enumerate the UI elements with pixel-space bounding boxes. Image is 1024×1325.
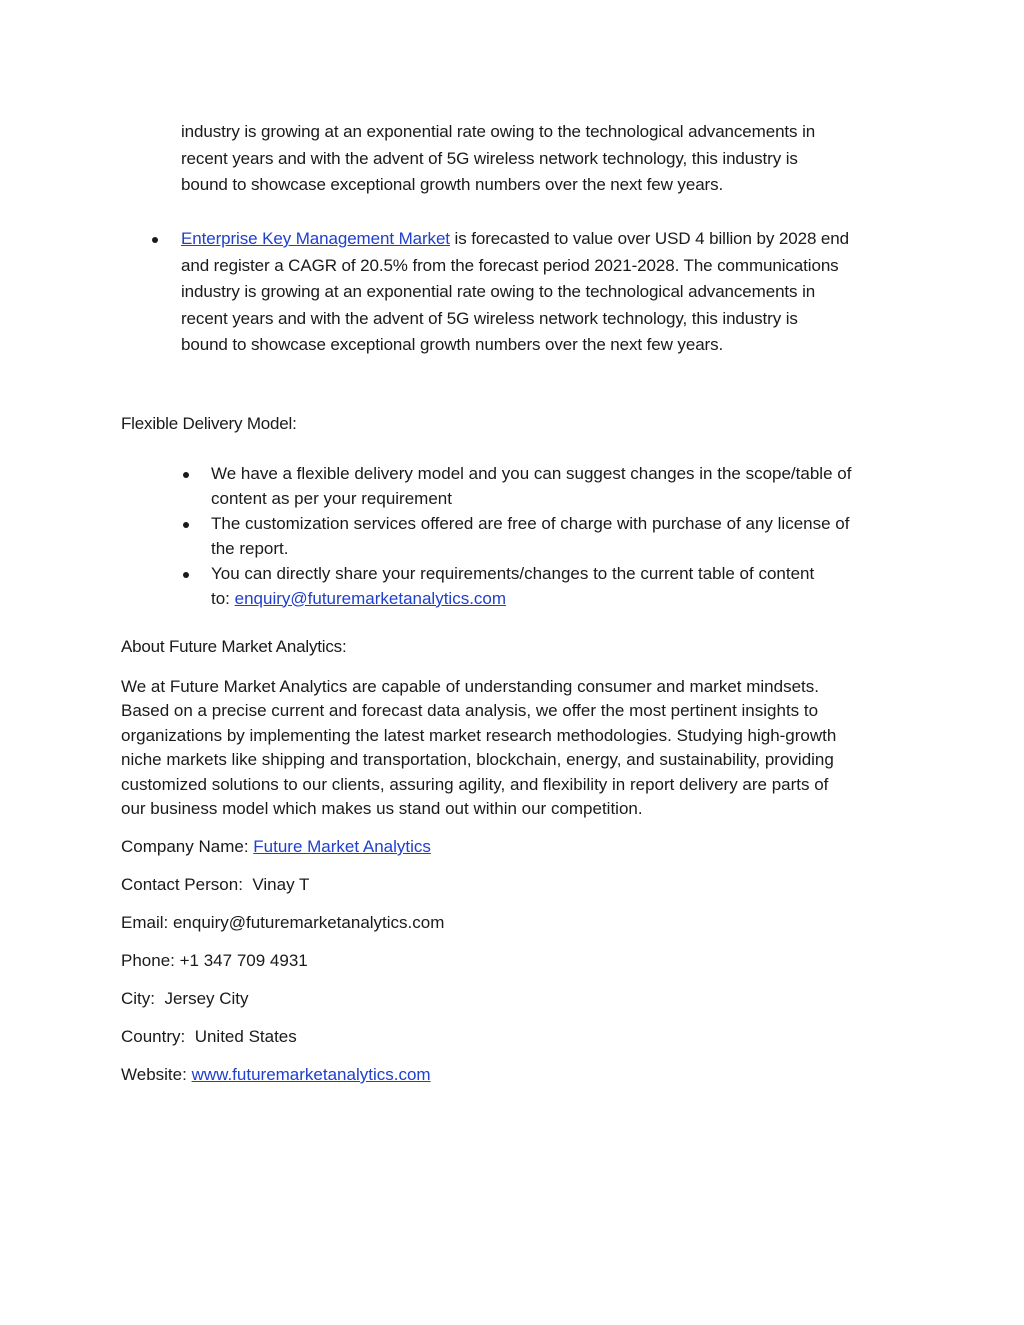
about-line: organizations by implementing the latest market research methodologies. Studying high-growth [121, 725, 837, 745]
intro-line: industry is growing at an exponential rate owing to the technological advancements in [181, 122, 816, 141]
bullet-icon [152, 237, 158, 243]
email-label: Email [121, 913, 164, 932]
market-bullet [181, 226, 849, 359]
delivery-item [211, 462, 851, 511]
enterprise-key-management-link[interactable]: Enterprise Key Management Market [181, 229, 450, 248]
market-bullet-first-line [181, 226, 849, 253]
delivery-item [211, 562, 814, 611]
about-line: We at Future Market Analytics are capable of understanding consumer and market mindsets. [121, 677, 819, 696]
phone-value: +1 347 709 4931 [179, 951, 308, 970]
intro-line: recent years and with the advent of 5G wireless network technology, this industry is [181, 148, 798, 168]
bullet-icon [183, 572, 189, 578]
market-bullet-first-line-rest: is forecasted to value over USD 4 billion by 2028 end [449, 229, 849, 248]
country-value: United States [194, 1027, 297, 1046]
about-line: our business model which makes us stand out within our competition. [121, 799, 643, 819]
website-link[interactable]: www.futuremarketanalytics.com [191, 1065, 431, 1084]
delivery-item-line: You can directly share your requirements/changes to the current table of content [211, 564, 815, 583]
about-heading: About Future Market Analytics: [121, 637, 347, 656]
about-line: customized solutions to our clients, assuring agility, and flexibility in report delivery are parts of [121, 774, 829, 794]
enquiry-email-link[interactable]: enquiry@futuremarketanalytics.com [234, 588, 507, 608]
intro-continuation [181, 119, 815, 199]
about-paragraph [121, 675, 836, 821]
contact-person-label: Contact Person [121, 875, 239, 894]
delivery-heading: Flexible Delivery Model: [121, 414, 297, 433]
email-separator: : [163, 913, 173, 932]
delivery-item [211, 512, 849, 561]
contact-person-row [121, 873, 309, 897]
contact-person-value: Vinay T [252, 875, 310, 894]
phone-row [121, 949, 308, 973]
market-bullet-line: recent years and with the advent of 5G wireless network technology, this industry is [181, 308, 798, 328]
delivery-item-line: We have a flexible delivery model and you can suggest changes in the scope/table of [211, 464, 852, 483]
company-name-row [121, 835, 431, 859]
phone-separator: : [170, 951, 180, 970]
city-row [121, 987, 249, 1011]
city-label: City [121, 989, 151, 1008]
about-line: Based on a precise current and forecast data analysis, we offer the most pertinent insights to [121, 701, 819, 721]
market-bullet-line: industry is growing at an exponential rate owing to the technological advancements in [181, 282, 816, 301]
contact-person-separator: : [238, 875, 253, 894]
delivery-item-prefix: to: [211, 588, 235, 608]
city-separator: : [150, 989, 165, 1008]
country-row [121, 1025, 297, 1049]
city-value: Jersey City [164, 989, 249, 1008]
country-label: Country [121, 1027, 181, 1046]
website-label: Website [121, 1065, 183, 1084]
company-name-label: Company Name [121, 837, 244, 856]
market-bullet-line: bound to showcase exceptional growth numbers over the next few years. [181, 335, 724, 354]
market-bullet-line: and register a CAGR of 20.5% from the forecast period 2021-2028. The communications [181, 255, 839, 275]
bullet-icon [183, 472, 189, 478]
company-name-separator: : [243, 837, 254, 856]
email-value: enquiry@futuremarketanalytics.com [172, 913, 445, 932]
email-row [121, 911, 444, 935]
about-line: niche markets like shipping and transportation, blockchain, energy, and sustainability, providing [121, 750, 834, 770]
delivery-item-line: The customization services offered are free of charge with purchase of any license of [211, 514, 850, 533]
company-name-link[interactable]: Future Market Analytics [253, 837, 431, 856]
website-row [121, 1063, 431, 1087]
delivery-item-line: the report. [211, 538, 289, 558]
website-separator: : [182, 1065, 192, 1084]
intro-line: bound to showcase exceptional growth numbers over the next few years. [181, 175, 724, 194]
country-separator: : [180, 1027, 195, 1046]
delivery-item-line: content as per your requirement [211, 488, 452, 508]
bullet-icon [183, 522, 189, 528]
phone-label: Phone [121, 951, 171, 970]
delivery-item-line [211, 587, 814, 612]
